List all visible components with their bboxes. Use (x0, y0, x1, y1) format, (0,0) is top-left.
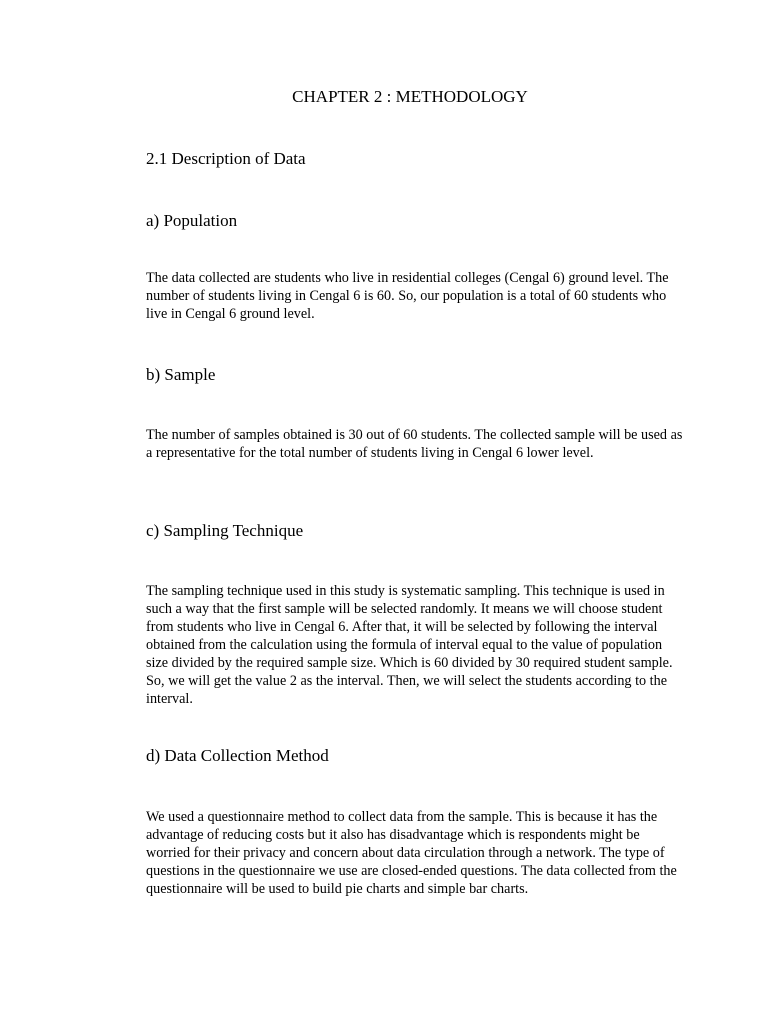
chapter-title: CHAPTER 2 : METHODOLOGY (292, 87, 528, 106)
subsection-heading-sampling-technique: c) Sampling Technique (146, 521, 304, 540)
section-title: 2.1 Description of Data (146, 149, 306, 168)
paragraph-population: The data collected are students who live in residential colleges (Cengal 6) ground level. The number of students living in Cengal 6 is 60. So, our population is a total of 60 students who live in Cengal 6 ground level. (146, 270, 669, 322)
paragraph-sample: The number of samples obtained is 30 out of 60 students. The collected sample will be used as a representative for the total number of students living in Cengal 6 lower level. (146, 427, 683, 461)
subsection-heading-population: a) Population (146, 211, 238, 230)
paragraph-data-collection: We used a questionnaire method to collect data from the sample. This is because it has the advantage of reducing costs but it also has disadvantage which is respondents might be worried for their privacy and concern about data circulation through a network. The type of questions in the questionnaire we use are closed-ended questions. The data collected from the questionnaire will be used to build pie charts and simple bar charts. (146, 809, 677, 897)
paragraph-sampling-technique: The sampling technique used in this study is systematic sampling. This technique is used in such a way that the first sample will be selected randomly. It means we will choose student from students who live in Cengal 6. After that, it will be selected by following the interval obtained from the calculation using the formula of interval equal to the value of population size divided by the required sample size. Which is 60 divided by 30 required student sample. So, we will get the value 2 as the interval. Then, we will select the students according to the interval. (146, 583, 673, 707)
subsection-heading-data-collection: d) Data Collection Method (146, 746, 329, 765)
subsection-heading-sample: b) Sample (146, 365, 216, 384)
